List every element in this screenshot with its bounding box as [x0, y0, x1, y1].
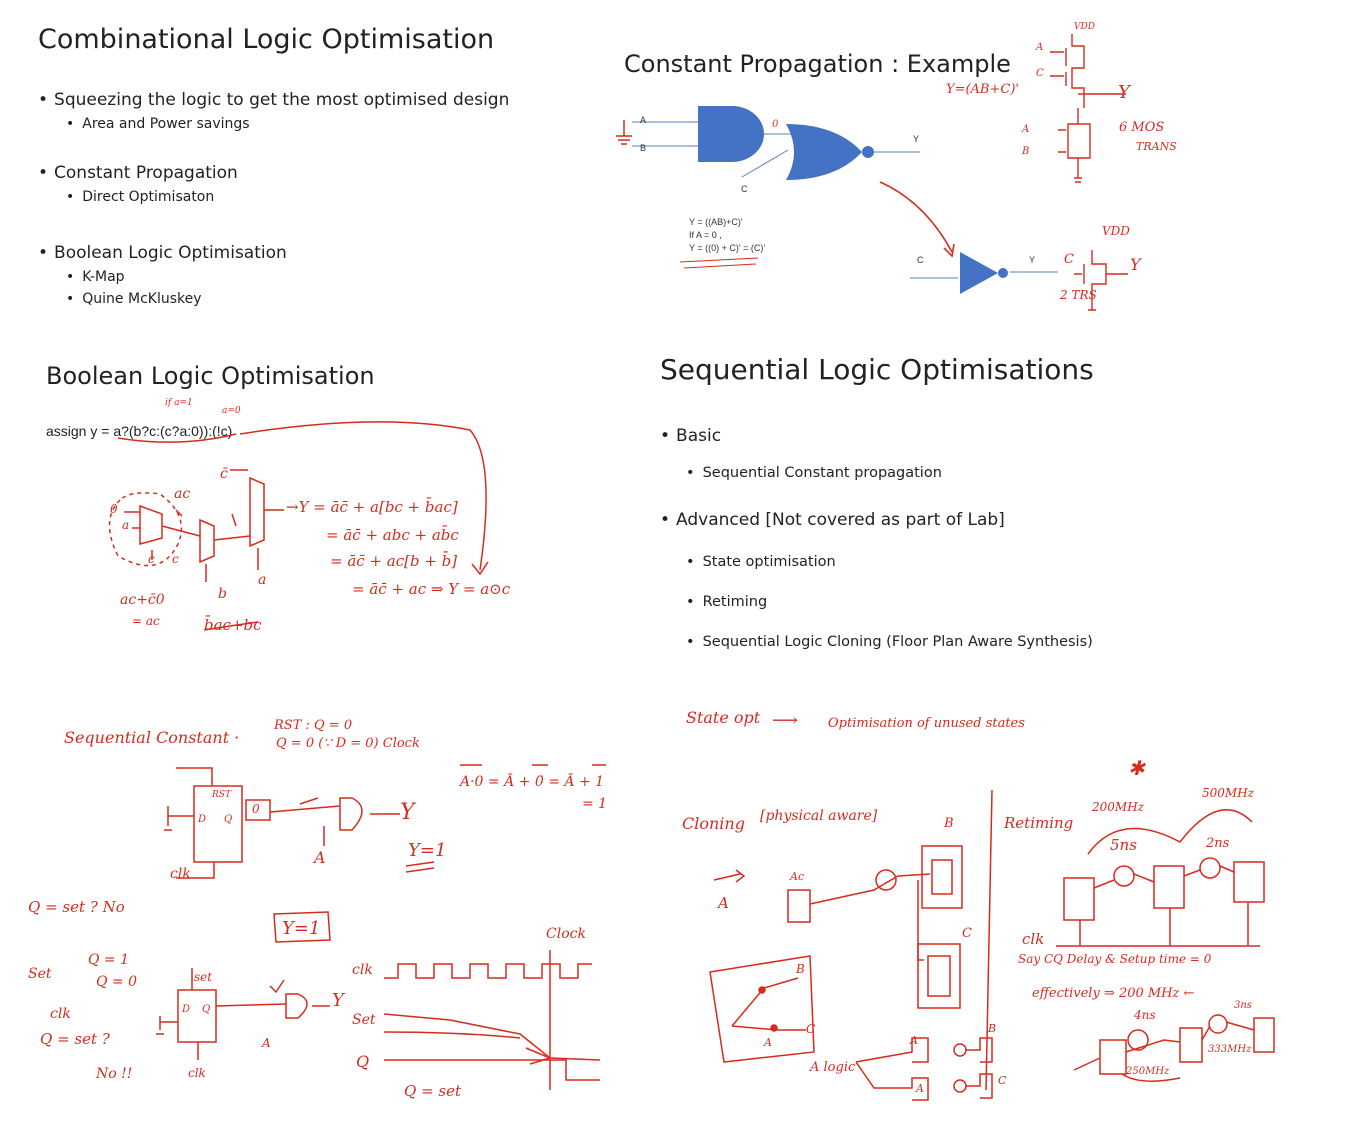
b-note: B: [944, 816, 954, 831]
q-set-x-note: Q = set: [404, 1082, 462, 1100]
trs2-note: 2 TRS: [1060, 288, 1097, 302]
assign-code: assign y = a?(b?c:(c?a:0)):(!c): [46, 423, 233, 439]
f250-note: 250MHz: [1126, 1066, 1170, 1077]
ns5-note: 5ns: [1110, 836, 1137, 854]
b2-note: B: [796, 962, 805, 976]
cmos-nor-sketch: [580, 12, 1300, 367]
y-label: Y: [400, 800, 415, 825]
a2-note: A: [764, 1036, 772, 1049]
f500-note: 500MHz: [1202, 786, 1254, 800]
no-note: No !!: [96, 1066, 133, 1082]
y1-box: Y=1: [282, 918, 321, 939]
y2-pin: Y: [332, 990, 344, 1011]
slide4-item-1: • Basic: [660, 426, 721, 446]
if-a1-note: if a=1: [165, 398, 193, 408]
q-set-question: Q = set ?: [40, 1030, 110, 1048]
retiming-note: Retiming: [1004, 814, 1074, 832]
q0-d0-note: Q = 0 (∵ D = 0) Clock: [276, 736, 420, 751]
clock-label: Clock: [546, 926, 586, 942]
clk2-pin: clk: [188, 1066, 206, 1080]
ns4-note: 4ns: [1134, 1008, 1156, 1022]
c-input-note: c: [148, 552, 155, 566]
clk-note: clk: [1022, 930, 1045, 948]
a-logic-note: A logic: [810, 1060, 856, 1075]
effectively-note: effectively ⇒ 200 MHz ←: [1032, 986, 1195, 1001]
clk-wave-label: clk: [352, 962, 373, 978]
mos6-note: 6 MOS: [1119, 120, 1165, 135]
derivation-3: = āc̄ + ac[b + b̄]: [330, 552, 458, 570]
derivation-4: = āc̄ + ac ⇒ Y = a⊙c: [352, 580, 511, 598]
star-mark: ✱: [1128, 756, 1145, 780]
c3-note: C: [998, 1074, 1007, 1087]
cbar-note: c̄: [220, 466, 228, 482]
label-y2: Y: [1029, 255, 1036, 265]
cloning-retiming-sketch: [660, 690, 1310, 1127]
slide-combinational-logic: [0, 0, 580, 320]
slide1-subbullet-3: • K-Map: [66, 269, 125, 285]
slide-constant-propagation: [580, 12, 1300, 367]
seq-constant-title: Sequential Constant ·: [64, 728, 240, 747]
boolean-identity-2: = 1: [582, 796, 608, 812]
equation-2: If A = 0 ,: [689, 230, 722, 240]
ac-note: ac: [174, 486, 191, 502]
y-equation-note: Y=(AB+C)': [946, 82, 1019, 97]
ns2-note: 2ns: [1206, 836, 1230, 851]
label-a: A: [640, 115, 647, 125]
q-set-no: Q = set ? No: [28, 898, 125, 916]
a3-note: A: [910, 1034, 918, 1047]
label-c: C: [741, 184, 748, 194]
slide1-bullet-1: • Squeezing the logic to get the most optimised design: [38, 90, 509, 110]
vdd2-note: VDD: [1102, 224, 1130, 238]
d-label: D: [198, 814, 207, 825]
c-note: C: [962, 926, 972, 941]
slide-sequential-logic: [612, 320, 1292, 670]
physical-aware-note: [physical aware]: [760, 808, 878, 824]
bac-bc-note: b̄ac+bc: [204, 616, 262, 634]
a4-note: A: [916, 1082, 924, 1095]
slide2-title: Constant Propagation : Example: [624, 50, 1011, 78]
cloning-note: Cloning: [682, 814, 745, 833]
zero-label: 0: [252, 802, 260, 816]
a-note: A: [718, 894, 729, 912]
vdd-note: VDD: [1074, 22, 1095, 32]
q0-note: Q = 0: [96, 974, 138, 990]
slide1-title: Combinational Logic Optimisation: [38, 24, 495, 55]
slide4-item-6: • Sequential Logic Cloning (Floor Plan Aware Synthesis): [686, 634, 1093, 650]
q-label: Q: [224, 814, 233, 825]
slide4-item-5: • Retiming: [686, 594, 767, 610]
a2-note: A: [1022, 124, 1030, 135]
y2-note: Y: [1130, 255, 1141, 274]
slide1-subbullet-1: • Area and Power savings: [66, 116, 250, 132]
state-opt-arrow: ⟶: [772, 710, 798, 731]
c-input2-note: c: [172, 552, 179, 566]
y1-note: Y=1: [408, 840, 447, 861]
c2-note: C: [806, 1022, 816, 1036]
slide1-subbullet-4: • Quine McKluskey: [66, 291, 202, 307]
a0-note: a=0: [222, 406, 241, 416]
slide1-subbullet-2: • Direct Optimisaton: [66, 189, 214, 205]
q2-pin: Q: [202, 1004, 211, 1015]
a-input-note: a: [122, 518, 130, 532]
a2-pin: A: [262, 1036, 271, 1050]
clk-label: clk: [170, 866, 191, 882]
slide-sequential-constant-sketch: [0, 690, 620, 1127]
label-c2: C: [917, 255, 924, 265]
slide3-title: Boolean Logic Optimisation: [46, 362, 375, 390]
b2-note: B: [1022, 146, 1030, 157]
c-note: C: [1036, 68, 1044, 79]
label-b: B: [640, 143, 647, 153]
slide4-item-4: • State optimisation: [686, 554, 836, 570]
b3-note: B: [988, 1022, 997, 1035]
set-label: Set: [28, 966, 52, 982]
y-note: Y: [1118, 82, 1130, 103]
slide4-item-2: • Sequential Constant propagation: [686, 465, 942, 481]
zero-note: 0: [772, 119, 779, 130]
a-label: A: [314, 848, 326, 867]
boolean-identity: A·0 = Ā + 0̄ = Ā + 1: [460, 774, 605, 790]
f200-note: 200MHz: [1092, 800, 1144, 814]
a-select-note: a: [258, 572, 267, 588]
rst-label: RST: [212, 790, 231, 800]
derivation-1: →Y = āc̄ + a[bc + b̄ac]: [286, 498, 458, 516]
slide1-bullet-3: • Boolean Logic Optimisation: [38, 243, 287, 263]
ac-note: Ac: [790, 870, 805, 883]
state-opt-note: State opt: [686, 708, 761, 727]
mux-sketch: [0, 330, 548, 660]
equation-3: Y = ((0) + C)' = (C)': [689, 243, 766, 253]
slide4-title: Sequential Logic Optimisations: [660, 353, 1094, 386]
q-wave-label: Q: [356, 1052, 370, 1071]
equation-1: Y = ((AB)+C)': [689, 217, 743, 227]
derivation-2: = āc̄ + abc + ab̄c: [326, 526, 459, 544]
b-select-note: b: [218, 586, 227, 602]
ns3-note: 3ns: [1234, 1000, 1252, 1011]
zero-note: 0: [110, 502, 118, 516]
label-y: Y: [913, 134, 920, 144]
rst-q0-note: RST : Q = 0: [274, 718, 353, 733]
c2-note: C: [1064, 252, 1074, 267]
set-wave-label: Set: [352, 1012, 376, 1028]
slide4-item-3: • Advanced [Not covered as part of Lab]: [660, 510, 1005, 530]
q1-note: Q = 1: [88, 952, 130, 968]
unused-states-note: Optimisation of unused states: [828, 716, 1025, 731]
d2-pin: D: [182, 1004, 191, 1015]
eq-ac-note: = ac: [132, 614, 160, 628]
set-pin: set: [194, 970, 213, 984]
slide-advanced-optimisation-sketch: [660, 690, 1310, 1127]
trans-note: TRANS: [1136, 140, 1177, 153]
clk-x-note: clk: [50, 1006, 71, 1022]
cq-delay-note: Say CQ Delay & Setup time = 0: [1018, 952, 1212, 966]
slide1-bullet-2: • Constant Propagation: [38, 163, 238, 183]
a-note: A: [1036, 42, 1044, 53]
slide-boolean-logic: [0, 330, 548, 660]
f333-note: 333MHz: [1208, 1044, 1252, 1055]
ac-c0-note: ac+c̄0: [120, 592, 165, 608]
